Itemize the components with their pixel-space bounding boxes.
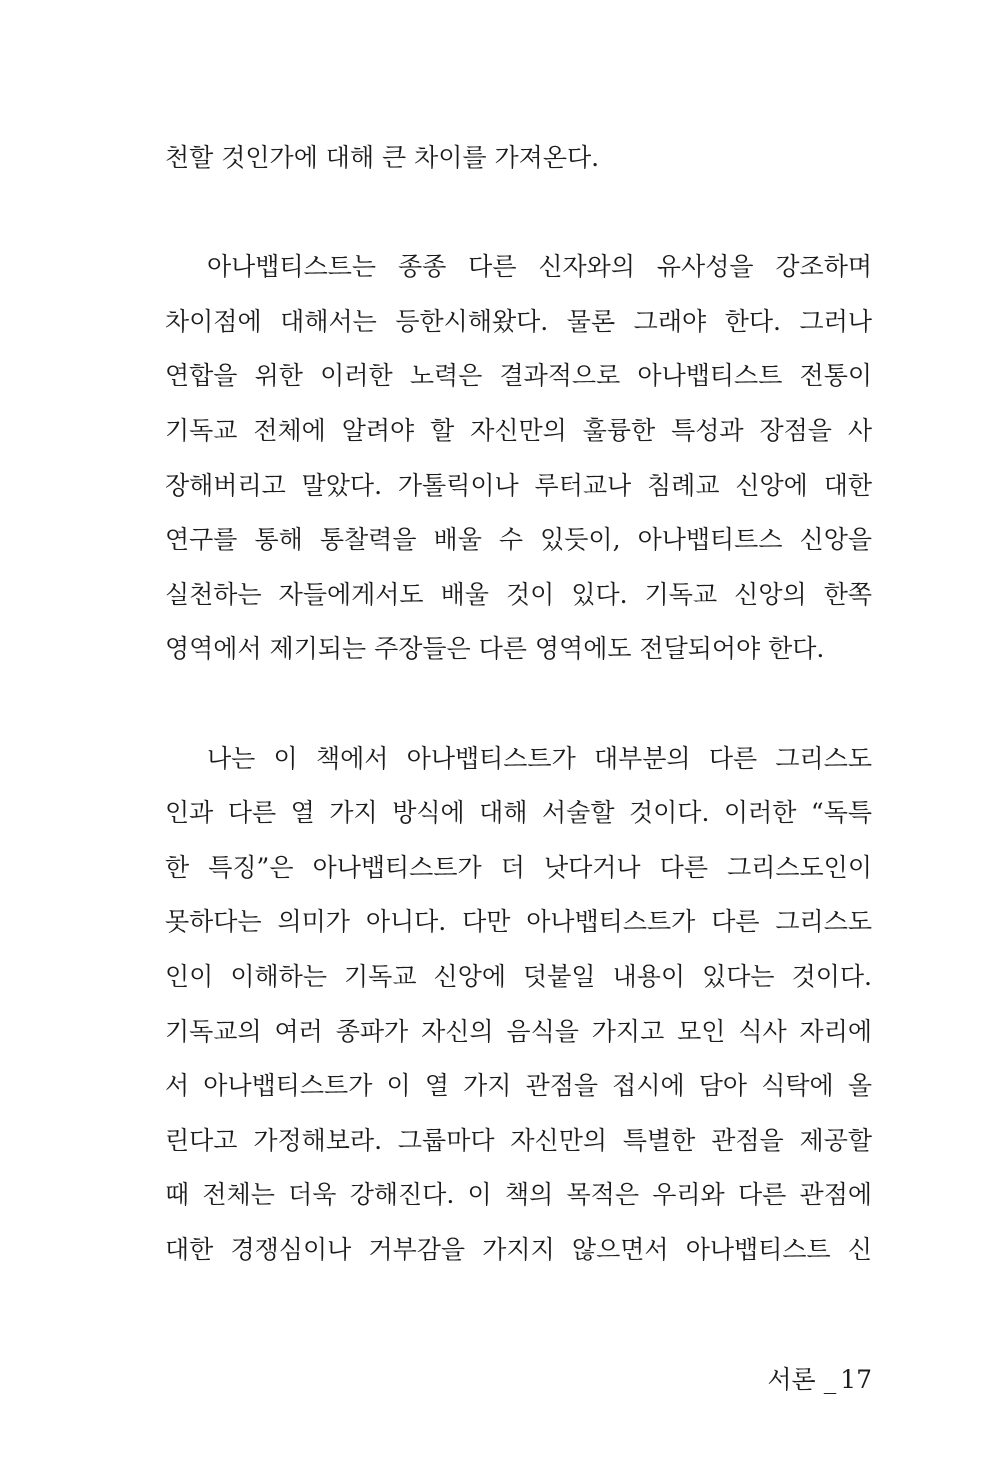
text-line: 린다고 가정해보라. 그룹마다 자신만의 특별한 관점을 제공할 [165, 1125, 872, 1155]
text-line: 실천하는 자들에게서도 배울 것이 있다. 기독교 신앙의 한쪽 [165, 579, 872, 609]
text-line: 인이 이해하는 기독교 신앙에 덧붙일 내용이 있다는 것이다. [165, 961, 872, 991]
text-line: 한 특징”은 아나뱁티스트가 더 낫다거나 다른 그리스도인이 [165, 852, 872, 882]
text-line: 장해버리고 말았다. 가톨릭이나 루터교나 침례교 신앙에 대한 [165, 470, 872, 500]
paragraph [165, 240, 872, 677]
footer-separator: _ [823, 1365, 837, 1394]
text-line: 서 아나뱁티스트가 이 열 가지 관점을 접시에 담아 식탁에 올 [165, 1071, 872, 1101]
body-text [165, 131, 872, 1332]
paragraph [165, 131, 872, 186]
text-line: 못하다는 의미가 아니다. 다만 아나뱁티스트가 다른 그리스도 [165, 907, 872, 937]
text-line: 기독교의 여러 종파가 자신의 음식을 가지고 모인 식사 자리에 [165, 1016, 872, 1046]
text-line: 나는 이 책에서 아나뱁티스트가 대부분의 다른 그리스도 [207, 743, 872, 773]
paragraph [165, 732, 872, 1278]
running-head: 서론 [767, 1365, 816, 1394]
text-line: 대한 경쟁심이나 거부감을 가지지 않으면서 아나뱁티스트 신 [165, 1234, 872, 1264]
page-number: 17 [840, 1365, 872, 1394]
text-line: 연합을 위한 이러한 노력은 결과적으로 아나뱁티스트 전통이 [165, 361, 872, 391]
text-line: 때 전체는 더욱 강해진다. 이 책의 목적은 우리와 다른 관점에 [165, 1180, 872, 1210]
text-line: 연구를 통해 통찰력을 배울 수 있듯이, 아나뱁티트스 신앙을 [165, 525, 872, 555]
text-line: 차이점에 대해서는 등한시해왔다. 물론 그래야 한다. 그러나 [165, 306, 872, 336]
page-footer [767, 1362, 872, 1398]
text-line: 인과 다른 열 가지 방식에 대해 서술할 것이다. 이러한 “독특 [165, 798, 872, 828]
text-line: 천할 것인가에 대해 큰 차이를 가져온다. [165, 143, 600, 172]
text-line: 아나뱁티스트는 종종 다른 신자와의 유사성을 강조하며 [207, 252, 872, 282]
text-line: 기독교 전체에 알려야 할 자신만의 훌륭한 특성과 장점을 사 [165, 415, 872, 445]
text-line: 영역에서 제기되는 주장들은 다른 영역에도 전달되어야 한다. [165, 634, 825, 664]
